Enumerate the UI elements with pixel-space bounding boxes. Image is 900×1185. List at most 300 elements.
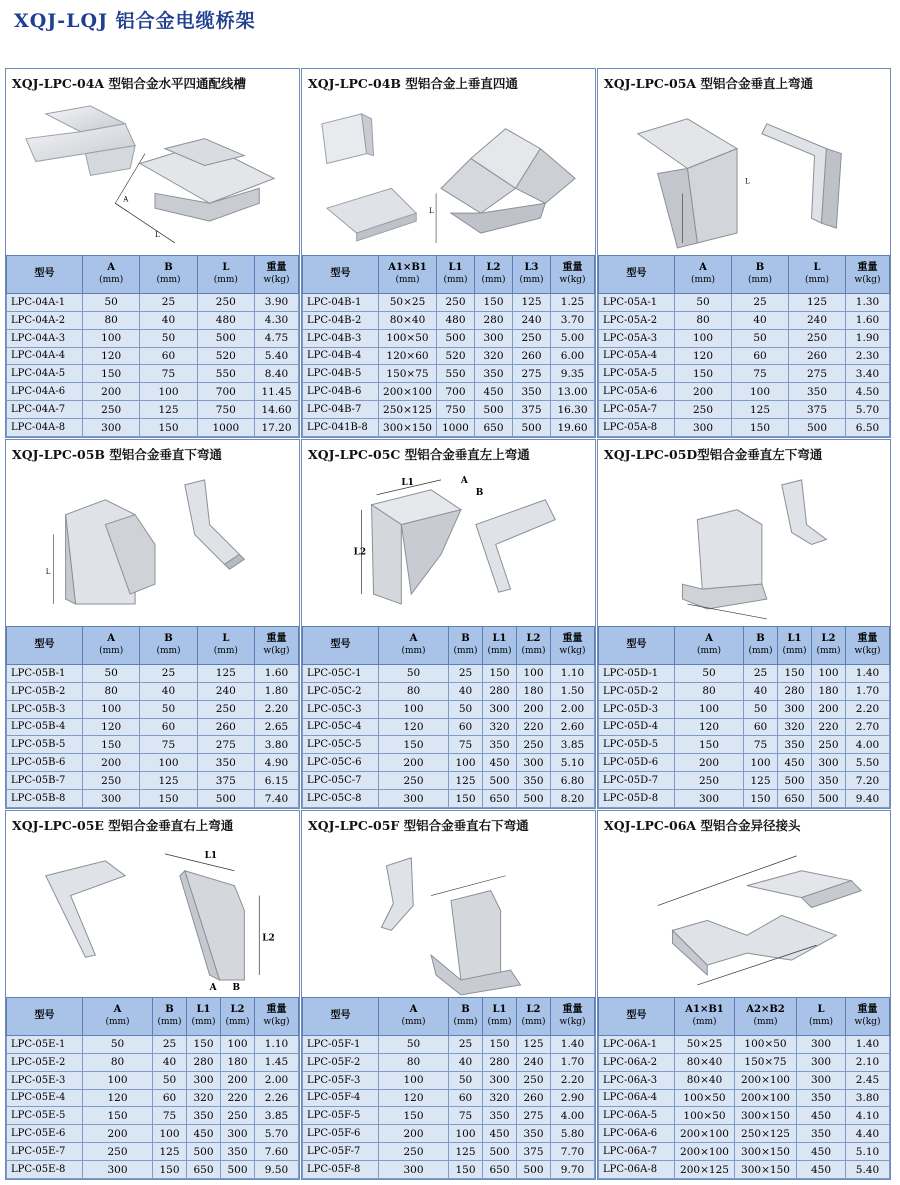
value-cell: 250 [197,293,254,311]
value-cell: 125 [513,293,551,311]
value-cell: 1.10 [255,1035,299,1053]
value-cell: 4.00 [551,1107,595,1125]
value-cell: 150 [778,664,812,682]
value-cell: 350 [797,1089,846,1107]
value-cell: 3.85 [255,1107,299,1125]
spec-table [598,255,890,437]
model-cell: LPC-05B-2 [7,682,83,700]
value-cell: 4.30 [255,311,299,329]
value-cell: 280 [778,682,812,700]
value-cell: 6.00 [551,347,595,365]
value-cell: 500 [475,401,513,419]
dim-label-l2: L2 [353,547,367,558]
value-cell: 700 [437,383,475,401]
value-cell: 2.65 [255,718,299,736]
value-cell: 11.45 [255,383,299,401]
value-cell: 300×150 [735,1107,797,1125]
table-row [303,419,595,437]
value-cell: 8.40 [255,365,299,383]
value-cell: 6.80 [551,772,595,790]
model-cell: LPC-06A-7 [599,1143,675,1161]
value-cell: 40 [449,1053,483,1071]
value-cell: 320 [778,718,812,736]
model-cell: LPC-05E-5 [7,1107,83,1125]
value-cell: 150 [449,790,483,808]
value-cell: 2.45 [846,1071,890,1089]
value-cell: 250 [83,1143,153,1161]
model-cell: LPC-05E-2 [7,1053,83,1071]
model-cell: LPC-05D-6 [599,754,675,772]
table-row [7,718,299,736]
col-header: L2 (mm) [812,626,846,664]
value-cell: 5.70 [846,401,890,419]
col-header: B (mm) [140,626,197,664]
table-row [303,1071,595,1089]
model-cell: LPC-05E-4 [7,1089,83,1107]
value-cell: 320 [475,347,513,365]
value-cell: 5.10 [846,1143,890,1161]
model-cell: LPC-05D-8 [599,790,675,808]
value-cell: 180 [517,682,551,700]
model-cell: LPC-05A-5 [599,365,675,383]
value-cell: 450 [483,1125,517,1143]
value-cell: 150 [153,1161,187,1179]
product-drawing-vertical-left-up-bend [302,465,595,626]
value-cell: 1.40 [551,1035,595,1053]
model-cell: LPC-05A-2 [599,311,675,329]
value-cell: 3.70 [551,311,595,329]
model-cell: LPC-05A-1 [599,293,675,311]
value-cell: 500 [789,419,846,437]
value-cell: 7.70 [551,1143,595,1161]
value-cell: 75 [732,365,789,383]
value-cell: 125 [517,1035,551,1053]
model-cell: LPC-05B-5 [7,736,83,754]
table-row [7,293,299,311]
value-cell: 200×100 [735,1071,797,1089]
table-row [303,1053,595,1071]
table-row [599,664,890,682]
value-cell: 5.50 [846,754,890,772]
value-cell: 300 [675,419,732,437]
col-header: 型号 [599,626,675,664]
value-cell: 650 [187,1161,221,1179]
dim-label-l: L [45,568,51,577]
table-row [599,419,890,437]
table-row [599,1053,890,1071]
value-cell: 300 [812,754,846,772]
col-header: A (mm) [675,626,744,664]
product-drawing-reducer [598,836,890,997]
value-cell: 200×100 [379,383,437,401]
value-cell: 300 [797,1035,846,1053]
value-cell: 280 [483,1053,517,1071]
model-cell: LPC-04B-1 [303,293,379,311]
value-cell: 100 [675,329,732,347]
value-cell: 1.60 [846,311,890,329]
value-cell: 350 [789,383,846,401]
value-cell: 120 [675,718,744,736]
value-cell: 300 [797,1071,846,1089]
panel-title: XQJ-LPC-05A 型铝合金垂直上弯通 [604,76,813,91]
table-row [303,329,595,347]
value-cell: 80 [83,311,140,329]
col-header: L1 (mm) [437,255,475,293]
table-row [7,682,299,700]
value-cell: 120 [379,1089,449,1107]
value-cell: 250×125 [379,401,437,419]
value-cell: 50 [732,329,789,347]
table-row [599,383,890,401]
value-cell: 200 [517,700,551,718]
panel-title: XQJ-LPC-05B 型铝合金垂直下弯通 [12,447,222,462]
col-header: L2 (mm) [517,997,551,1035]
panel-title: XQJ-LPC-05F 型铝合金垂直右下弯通 [308,818,529,833]
model-cell: LPC-05C-8 [303,790,379,808]
col-header: 重量 w(kg) [255,255,299,293]
dim-label-b: B [232,982,240,993]
panel-title: XQJ-LPC-05D型铝合金垂直左下弯通 [604,447,823,462]
value-cell: 150 [187,1035,221,1053]
col-header: 重量 w(kg) [551,997,595,1035]
model-cell: LPC-05B-6 [7,754,83,772]
value-cell: 750 [437,401,475,419]
model-cell: LPC-05F-1 [303,1035,379,1053]
value-cell: 350 [797,1125,846,1143]
value-cell: 250 [513,329,551,347]
value-cell: 125 [449,772,483,790]
value-cell: 150 [675,736,744,754]
table-row [303,311,595,329]
value-cell: 50 [153,1071,187,1089]
value-cell: 1.70 [846,682,890,700]
product-drawing-vertical-up-bend [598,94,890,255]
value-cell: 50 [744,700,778,718]
value-cell: 125 [744,772,778,790]
product-drawing-vertical-right-down-bend [302,836,595,997]
model-cell: LPC-05E-7 [7,1143,83,1161]
value-cell: 150 [379,1107,449,1125]
spec-table [302,626,595,808]
value-cell: 100 [140,754,197,772]
product-grid [5,68,891,1178]
model-cell: LPC-05C-2 [303,682,379,700]
table-row [7,1035,299,1053]
value-cell: 200 [675,383,732,401]
value-cell: 375 [789,401,846,419]
value-cell: 25 [140,664,197,682]
value-cell: 240 [789,311,846,329]
value-cell: 200 [379,1125,449,1143]
col-header: 重量 w(kg) [255,997,299,1035]
table-row [303,1089,595,1107]
value-cell: 75 [449,1107,483,1125]
col-header: B (mm) [744,626,778,664]
model-cell: LPC-04A-1 [7,293,83,311]
value-cell: 150 [475,293,513,311]
value-cell: 125 [449,1143,483,1161]
col-header: L (mm) [197,626,254,664]
value-cell: 300 [187,1071,221,1089]
value-cell: 4.00 [846,736,890,754]
model-cell: LPC-05F-5 [303,1107,379,1125]
model-cell: LPC-05D-2 [599,682,675,700]
table-row [599,311,890,329]
value-cell: 300 [483,700,517,718]
value-cell: 16.30 [551,401,595,419]
panel-lpc-05e [5,810,300,1180]
table-row [599,293,890,311]
value-cell: 80 [83,1053,153,1071]
value-cell: 100 [83,1071,153,1089]
model-cell: LPC-05F-6 [303,1125,379,1143]
value-cell: 75 [744,736,778,754]
model-cell: LPC-05B-1 [7,664,83,682]
spec-table [302,255,595,437]
value-cell: 4.40 [846,1125,890,1143]
table-row [7,347,299,365]
value-cell: 550 [197,365,254,383]
model-cell: LPC-05E-6 [7,1125,83,1143]
value-cell: 4.50 [846,383,890,401]
value-cell: 375 [517,1143,551,1161]
value-cell: 1.40 [846,664,890,682]
table-row [7,1071,299,1089]
value-cell: 275 [513,365,551,383]
value-cell: 300×150 [379,419,437,437]
value-cell: 3.85 [551,736,595,754]
value-cell: 520 [437,347,475,365]
model-cell: LPC-05C-3 [303,700,379,718]
dim-label-l: L [154,230,160,239]
value-cell: 650 [483,790,517,808]
value-cell: 100 [449,754,483,772]
value-cell: 75 [449,736,483,754]
table-row [7,1125,299,1143]
value-cell: 100 [675,700,744,718]
value-cell: 8.20 [551,790,595,808]
panel-lpc-06a [597,810,891,1180]
table-row [7,700,299,718]
col-header: L2 (mm) [475,255,513,293]
col-header: 型号 [303,626,379,664]
col-header: 型号 [599,255,675,293]
col-header: B (mm) [732,255,789,293]
value-cell: 450 [475,383,513,401]
value-cell: 1.80 [255,682,299,700]
value-cell: 500 [187,1143,221,1161]
value-cell: 1000 [197,419,254,437]
value-cell: 100 [153,1125,187,1143]
value-cell: 300 [475,329,513,347]
value-cell: 350 [483,1107,517,1125]
value-cell: 650 [475,419,513,437]
col-header: L (mm) [197,255,254,293]
value-cell: 250 [789,329,846,347]
dim-label-a: A [123,195,129,204]
table-row [599,790,890,808]
value-cell: 300 [797,1053,846,1071]
col-header: A1×B1 (mm) [379,255,437,293]
value-cell: 260 [513,347,551,365]
value-cell: 350 [197,754,254,772]
value-cell: 60 [153,1089,187,1107]
value-cell: 100 [379,700,449,718]
value-cell: 700 [197,383,254,401]
table-row [7,1089,299,1107]
panel-lpc-04a [5,68,300,438]
value-cell: 180 [812,682,846,700]
panel-title: XQJ-LPC-05E 型铝合金垂直右上弯通 [12,818,234,833]
value-cell: 80 [379,1053,449,1071]
model-cell: LPC-05C-7 [303,772,379,790]
panel-lpc-05f [301,810,596,1180]
value-cell: 150×75 [379,365,437,383]
col-header: A2×B2 (mm) [735,997,797,1035]
table-header-row [303,997,595,1035]
value-cell: 7.60 [255,1143,299,1161]
value-cell: 100×50 [675,1089,735,1107]
value-cell: 300 [83,1161,153,1179]
value-cell: 100×50 [735,1035,797,1053]
value-cell: 280 [483,682,517,700]
value-cell: 25 [449,664,483,682]
dim-label-l2: L2 [262,933,275,944]
value-cell: 450 [483,754,517,772]
value-cell: 450 [778,754,812,772]
panel-lpc-04b [301,68,596,438]
model-cell: LPC-04A-2 [7,311,83,329]
value-cell: 500 [483,1143,517,1161]
col-header: 型号 [303,997,379,1035]
value-cell: 1.60 [255,664,299,682]
table-row [599,365,890,383]
table-row [303,754,595,772]
col-header: L1 (mm) [483,626,517,664]
value-cell: 650 [483,1161,517,1179]
value-cell: 100 [221,1035,255,1053]
value-cell: 1.30 [846,293,890,311]
value-cell: 60 [732,347,789,365]
value-cell: 120 [379,718,449,736]
table-row [7,1161,299,1179]
dim-label-a: A [460,475,468,486]
value-cell: 40 [732,311,789,329]
model-cell: LPC-05D-4 [599,718,675,736]
table-row [599,736,890,754]
value-cell: 40 [744,682,778,700]
table-row [303,700,595,718]
value-cell: 200 [812,700,846,718]
value-cell: 2.00 [255,1071,299,1089]
table-row [303,718,595,736]
value-cell: 350 [187,1107,221,1125]
value-cell: 150 [732,419,789,437]
col-header: 重量 w(kg) [255,626,299,664]
value-cell: 13.00 [551,383,595,401]
table-row [7,329,299,347]
table-row [7,419,299,437]
value-cell: 120×60 [379,347,437,365]
model-cell: LPC-04A-8 [7,419,83,437]
table-header-row [7,255,299,293]
model-cell: LPC-06A-5 [599,1107,675,1125]
value-cell: 300×150 [735,1143,797,1161]
col-header: B (mm) [449,997,483,1035]
panel-lpc-05c [301,439,596,809]
model-cell: LPC-06A-2 [599,1053,675,1071]
value-cell: 5.70 [255,1125,299,1143]
value-cell: 150 [483,1035,517,1053]
col-header: A (mm) [83,255,140,293]
value-cell: 250 [197,700,254,718]
value-cell: 50 [140,329,197,347]
value-cell: 1.70 [551,1053,595,1071]
table-row [599,347,890,365]
col-header: L1 (mm) [483,997,517,1035]
value-cell: 4.90 [255,754,299,772]
value-cell: 220 [221,1089,255,1107]
value-cell: 80 [83,682,140,700]
value-cell: 40 [153,1053,187,1071]
col-header: A (mm) [379,997,449,1035]
table-row [7,1053,299,1071]
col-header: B (mm) [449,626,483,664]
value-cell: 500 [483,772,517,790]
value-cell: 125 [140,401,197,419]
value-cell: 7.40 [255,790,299,808]
value-cell: 275 [517,1107,551,1125]
panel-title: XQJ-LPC-04B 型铝合金上垂直四通 [308,76,518,91]
model-cell: LPC-05B-4 [7,718,83,736]
value-cell: 500 [778,772,812,790]
value-cell: 80×40 [379,311,437,329]
value-cell: 520 [197,347,254,365]
value-cell: 25 [732,293,789,311]
value-cell: 80×40 [675,1071,735,1089]
table-row [7,311,299,329]
value-cell: 200×100 [735,1089,797,1107]
value-cell: 450 [797,1161,846,1179]
value-cell: 50 [83,664,140,682]
dim-label-l: L [744,177,750,186]
value-cell: 375 [513,401,551,419]
value-cell: 5.40 [846,1161,890,1179]
value-cell: 480 [197,311,254,329]
value-cell: 480 [437,311,475,329]
value-cell: 220 [517,718,551,736]
value-cell: 250 [83,401,140,419]
product-drawing-vertical-cross [302,94,595,255]
value-cell: 300 [675,790,744,808]
value-cell: 250 [221,1107,255,1125]
value-cell: 120 [83,347,140,365]
value-cell: 500 [517,790,551,808]
product-drawing-vertical-down-bend [6,465,299,626]
value-cell: 350 [221,1143,255,1161]
value-cell: 500 [197,329,254,347]
value-cell: 2.90 [551,1089,595,1107]
value-cell: 100 [83,700,140,718]
value-cell: 50 [83,1035,153,1053]
value-cell: 100 [140,383,197,401]
model-cell: LPC-05B-8 [7,790,83,808]
table-header-row [7,626,299,664]
table-header-row [599,626,890,664]
value-cell: 25 [153,1035,187,1053]
model-cell: LPC-04A-4 [7,347,83,365]
value-cell: 80 [379,682,449,700]
